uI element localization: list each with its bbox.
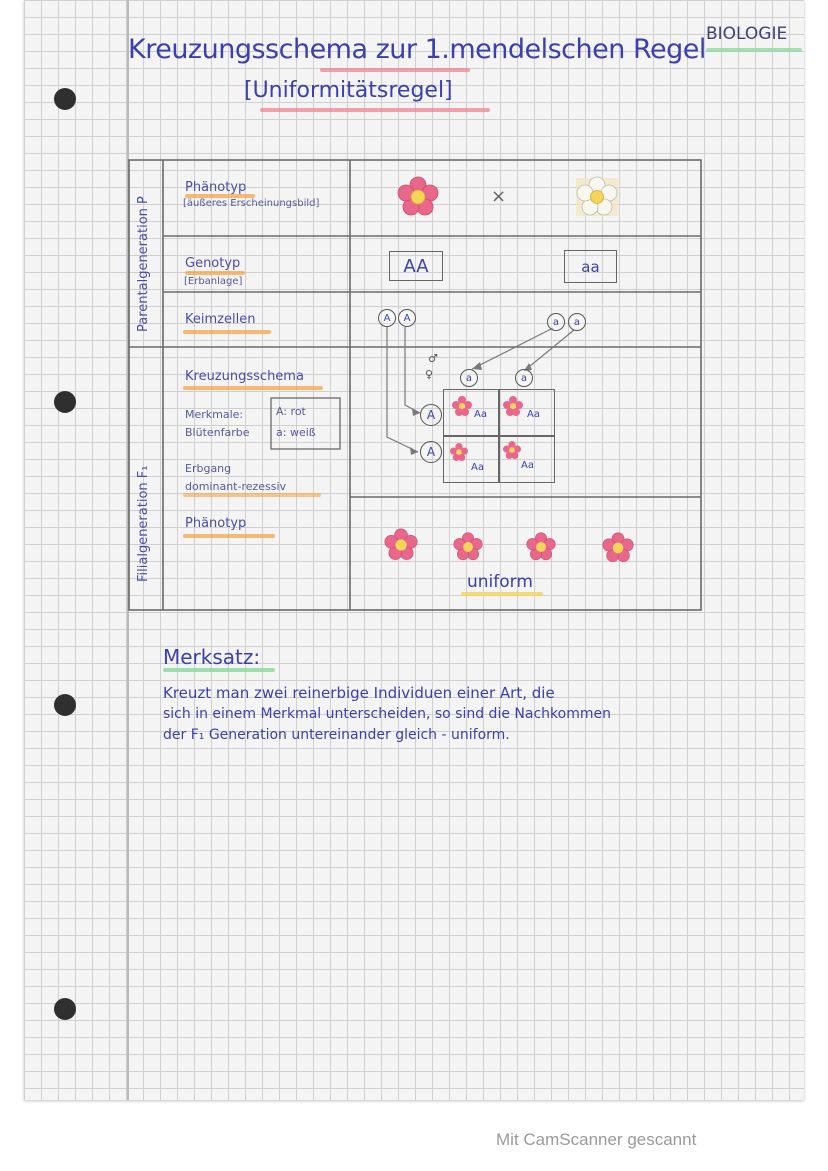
punnett-genotype: Aa (471, 462, 484, 473)
gamete-A-2: A (398, 309, 416, 327)
genotyp-highlight (185, 271, 245, 275)
phaenotyp-f1-label: Phänotyp (185, 516, 247, 531)
punnett-flower-icon (450, 443, 468, 461)
erbgang-highlight (183, 493, 321, 497)
erbgang-label: Erbgang (185, 462, 232, 475)
uniform-highlight (461, 592, 543, 596)
genotype-box-right: aa (564, 250, 617, 283)
phaenotyp-note: [äußeres Erscheinungsbild] (183, 198, 320, 209)
f1-flower-icon (525, 532, 557, 562)
f1-flower-icon (601, 532, 635, 564)
gamete-a-2: a (568, 313, 586, 331)
merkmale-label: Merkmale: (185, 408, 244, 421)
merksatz-title: Merksatz: (163, 645, 261, 669)
uniform-label: uniform (467, 572, 533, 592)
title-highlight (320, 68, 470, 72)
margin-line (127, 0, 129, 1100)
merksatz-line-3: der F₁ Generation untereinander gleich - uniform. (163, 727, 510, 743)
punnett-flower-icon (503, 441, 521, 459)
allele-A-description: A: rot (276, 405, 306, 418)
gamete-A-1: A (378, 309, 396, 327)
punnett-flower-icon (503, 396, 523, 416)
keimzellen-label: Keimzellen (185, 312, 256, 327)
male-symbol: ♂ (428, 352, 438, 365)
merksatz-line-2: sich in einem Merkmal unterscheiden, so sind die Nachkommen (163, 706, 611, 722)
genotyp-note: [Erbanlage] (184, 276, 243, 287)
bluetenfarbe-label: Blütenfarbe (185, 426, 250, 439)
erbgang-value: dominant-rezessiv (185, 480, 287, 493)
scanner-watermark: Mit CamScanner gescannt (496, 1130, 697, 1149)
f1-flower-icon (452, 532, 484, 562)
gamete-a-1: a (547, 313, 565, 331)
punnett-gamete-A-2: A (420, 441, 442, 463)
allele-a-description: a: weiß (276, 426, 316, 439)
subtitle-highlight (260, 108, 490, 112)
subject-label: BIOLOGIE (706, 24, 788, 44)
punnett-gamete-A-1: A (420, 404, 442, 426)
genotyp-label: Genotyp (185, 256, 241, 271)
red-flower-icon (396, 176, 440, 218)
female-symbol: ♀ (425, 368, 434, 381)
punch-hole-3 (54, 694, 76, 716)
punch-hole-1 (54, 88, 76, 110)
keimzellen-highlight (183, 330, 271, 334)
page-subtitle: [Uniformitätsregel] (244, 78, 453, 103)
punnett-gamete-a-2: a (515, 369, 533, 387)
parental-generation-label: Parentalgeneration P (136, 196, 151, 332)
filial-generation-label: Filialgeneration F₁ (136, 465, 151, 582)
punnett-gamete-a-1: a (460, 369, 478, 387)
punnett-genotype: Aa (521, 460, 534, 471)
punch-hole-2 (54, 391, 76, 413)
phaenotyp-f1-highlight (183, 534, 275, 538)
cross-symbol: × (491, 186, 507, 207)
phaenotyp-label: Phänotyp (185, 180, 247, 195)
subject-highlight (706, 48, 802, 52)
kreuzungsschema-label: Kreuzungsschema (185, 369, 304, 384)
merksatz-line-1: Kreuzt man zwei reinerbige Individuen einer Art, die (163, 684, 555, 702)
white-flower-icon (574, 176, 620, 218)
punnett-flower-icon (452, 396, 472, 416)
kreuzungsschema-highlight (183, 386, 323, 390)
page-title: Kreuzungsschema zur 1.mendelschen Regel (128, 34, 706, 65)
genotype-box-left: AA (389, 251, 443, 281)
punch-hole-4 (54, 998, 76, 1020)
punnett-genotype: Aa (527, 409, 540, 420)
f1-flower-icon (383, 528, 419, 562)
punnett-genotype: Aa (474, 409, 487, 420)
